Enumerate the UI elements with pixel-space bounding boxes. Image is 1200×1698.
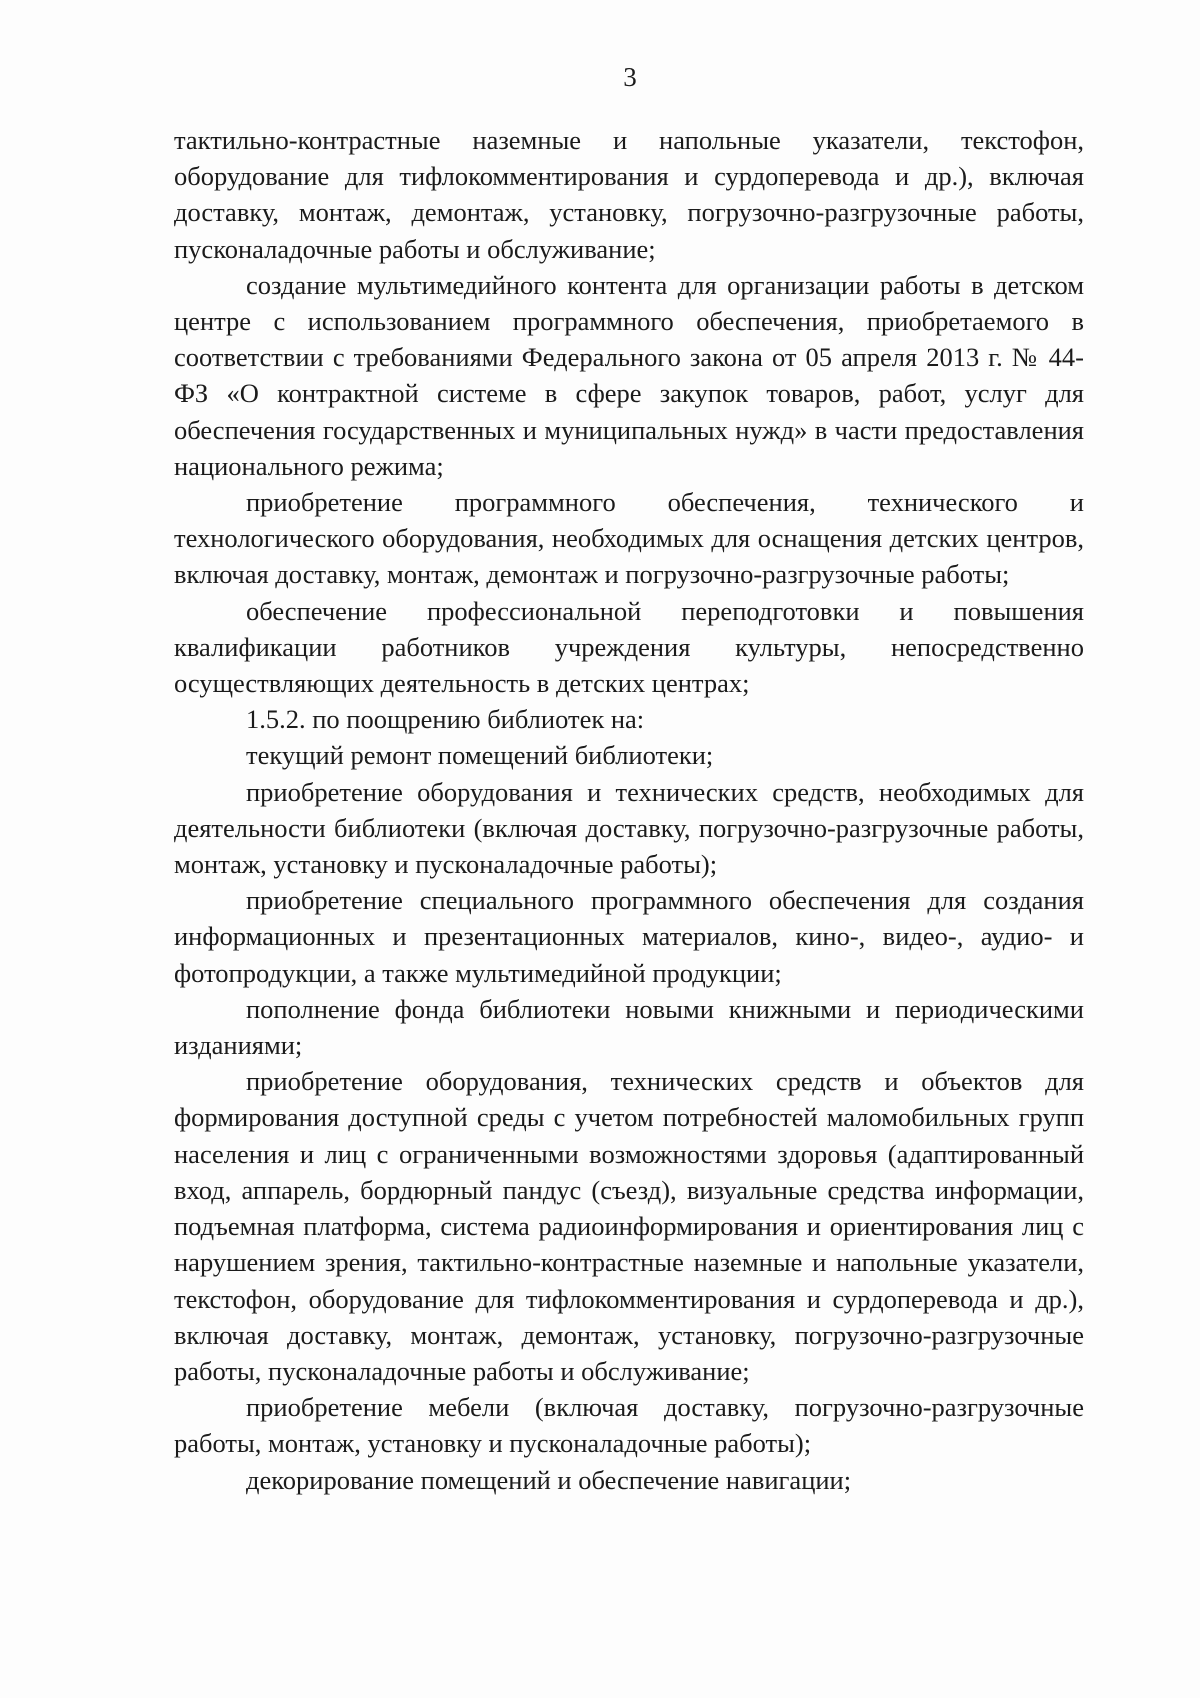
- paragraph-furniture: приобретение мебели (включая доставку, погрузочно-разгрузочные работы, монтаж, установку и пусконаладочные работы);: [174, 1392, 1084, 1459]
- paragraph-library-equipment: приобретение оборудования и технических средств, необходимых для деятельности библиотеки (включая доставку, погрузочно-разгрузочные работы, монтаж, установку и пусконаладочные работы);: [174, 776, 1084, 880]
- paragraph-accessible-environment: приобретение оборудования, технических средств и объектов для формирования доступной среды с учетом потребностей маломобильных групп населения и лиц с ограниченными возможностями здоровья (адаптированный вход, аппарель, бордюрный пандус (съезд), визуальные средства информации, подъемная платформа, система радиоинформирования и ориентирования лиц с нарушением зрения, тактильно-контрастные наземные и напольные указатели, текстофон, оборудование для тифлокомментирования и сурдоперевода и др.), включая доставку, монтаж, демонтаж, установку, погрузочно-разгрузочные работы, пусконаладочные работы и обслуживание;: [174, 1066, 1084, 1386]
- paragraph-section-1-5-2: 1.5.2. по поощрению библиотек на:: [246, 704, 645, 735]
- document-body: [174, 122, 1084, 1498]
- paragraph-library-repair: текущий ремонт помещений библиотеки;: [246, 740, 714, 771]
- page-number: 3: [623, 62, 637, 92]
- paragraph-library-fund: пополнение фонда библиотеки новыми книжными и периодическими изданиями;: [174, 993, 1084, 1061]
- paragraph-decoration-navigation: декорирование помещений и обеспечение навигации;: [246, 1464, 852, 1495]
- paragraph-multimedia-content: создание мультимедийного контента для организации работы в детском центре с использованием программного обеспечения, приобретаемого в соответствии с требованиями Федерального закона от 05 апреля 2013 г. № 44-ФЗ «О контрактной системе в сфере закупок товаров, работ, услуг для обеспечения государственных и муниципальных нужд» в части предоставления национального режима;: [174, 269, 1084, 481]
- paragraph-continuation: тактильно-контрастные наземные и напольные указатели, текстофон, оборудование для тифлокомментирования и сурдоперевода и др.), включая доставку, монтаж, демонтаж, установку, погрузочно-разгрузочные работы, пусконаладочные работы и обслуживание;: [174, 125, 1084, 264]
- paragraph-professional-training: обеспечение профессиональной переподготовки и повышения квалификации работников учреждения культуры, непосредственно осуществляющих деятельность в детских центрах;: [174, 595, 1084, 699]
- paragraph-special-software: приобретение специального программного обеспечения для создания информационных и презентационных материалов, кино-, видео-, аудио- и фотопродукции, а также мультимедийной продукции;: [174, 885, 1084, 988]
- paragraph-software-equipment: приобретение программного обеспечения, технического и технологического оборудования, необходимых для оснащения детских центров, включая доставку, монтаж, демонтаж и погрузочно-разгрузочные работы;: [174, 487, 1084, 590]
